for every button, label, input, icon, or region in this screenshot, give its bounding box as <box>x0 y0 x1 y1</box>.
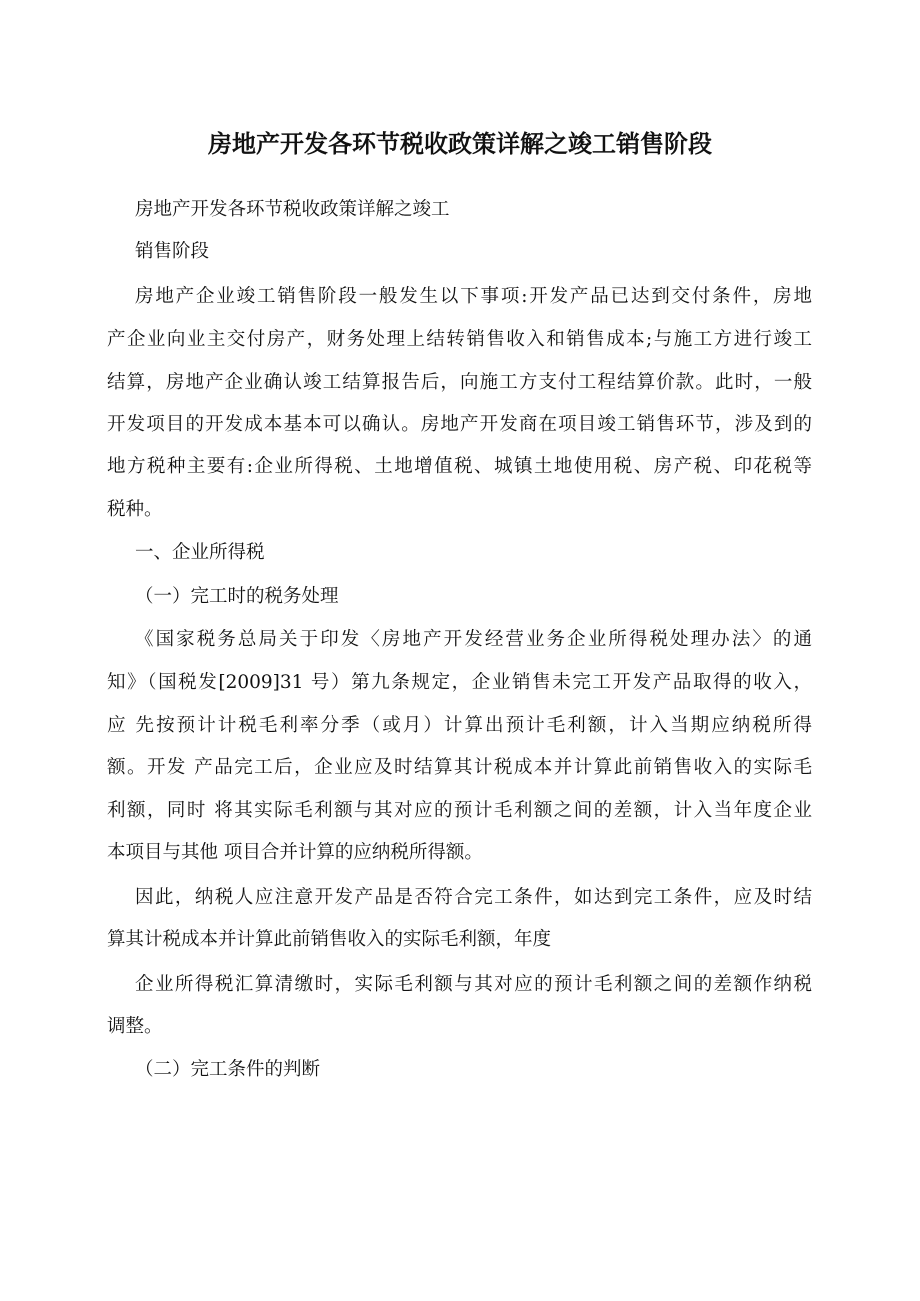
paragraph-line: 因此，纳税人应注意开发产品是否符合完工条件，如达到完工条件，应及时结 <box>135 887 812 908</box>
paragraph-line: 知》（国税发[2009]31 号）第九条规定，企业销售未完工开发产品取得的收入， <box>107 672 812 693</box>
intro-line: 产企业向业主交付房产，财务处理上结转销售收入和销售成本;与施工方进行竣工 <box>107 329 812 350</box>
intro-line: 房地产企业竣工销售阶段一般发生以下事项:开发产品已达到交付条件，房地 <box>135 286 812 307</box>
intro-line: 结算，房地产企业确认竣工结算报告后，向施工方支付工程结算价款。此时，一般 <box>107 372 812 393</box>
paragraph-line: 利额，同时 将其实际毛利额与其对应的预计毛利额之间的差额，计入当年度企业 <box>107 800 812 821</box>
subtitle-line-1: 房地产开发各环节税收政策详解之竣工 <box>135 199 450 220</box>
paragraph-line: 应 先按预计计税毛利率分季（或月）计算出预计毛利额，计入当期应纳税所得 <box>107 715 812 736</box>
intro-line: 税种。 <box>107 499 163 520</box>
subsection-heading: （二）完工条件的判断 <box>135 1059 321 1080</box>
paragraph-line: 企业所得税汇算清缴时，实际毛利额与其对应的预计毛利额之间的差额作纳税 <box>135 974 812 995</box>
subtitle-line-2: 销售阶段 <box>135 241 210 262</box>
document-title: 房地产开发各环节税收政策详解之竣工销售阶段 <box>208 130 712 158</box>
paragraph-line: 算其计税成本并计算此前销售收入的实际毛利额，年度 <box>107 929 552 950</box>
section-heading: 一、企业所得税 <box>135 542 265 563</box>
paragraph-line: 《国家税务总局关于印发〈房地产开发经营业务企业所得税处理办法〉的通 <box>135 629 812 650</box>
paragraph-line: 调整。 <box>107 1016 163 1037</box>
paragraph-line: 额。开发 产品完工后，企业应及时结算其计税成本并计算此前销售收入的实际毛 <box>107 757 812 778</box>
intro-line: 开发项目的开发成本基本可以确认。房地产开发商在项目竣工销售环节，涉及到的 <box>107 414 812 435</box>
intro-line: 地方税种主要有:企业所得税、土地增值税、城镇土地使用税、房产税、印花税等 <box>107 456 812 477</box>
paragraph-line: 本项目与其他 项目合并计算的应纳税所得额。 <box>107 842 483 863</box>
subsection-heading: （一）完工时的税务处理 <box>135 586 339 607</box>
